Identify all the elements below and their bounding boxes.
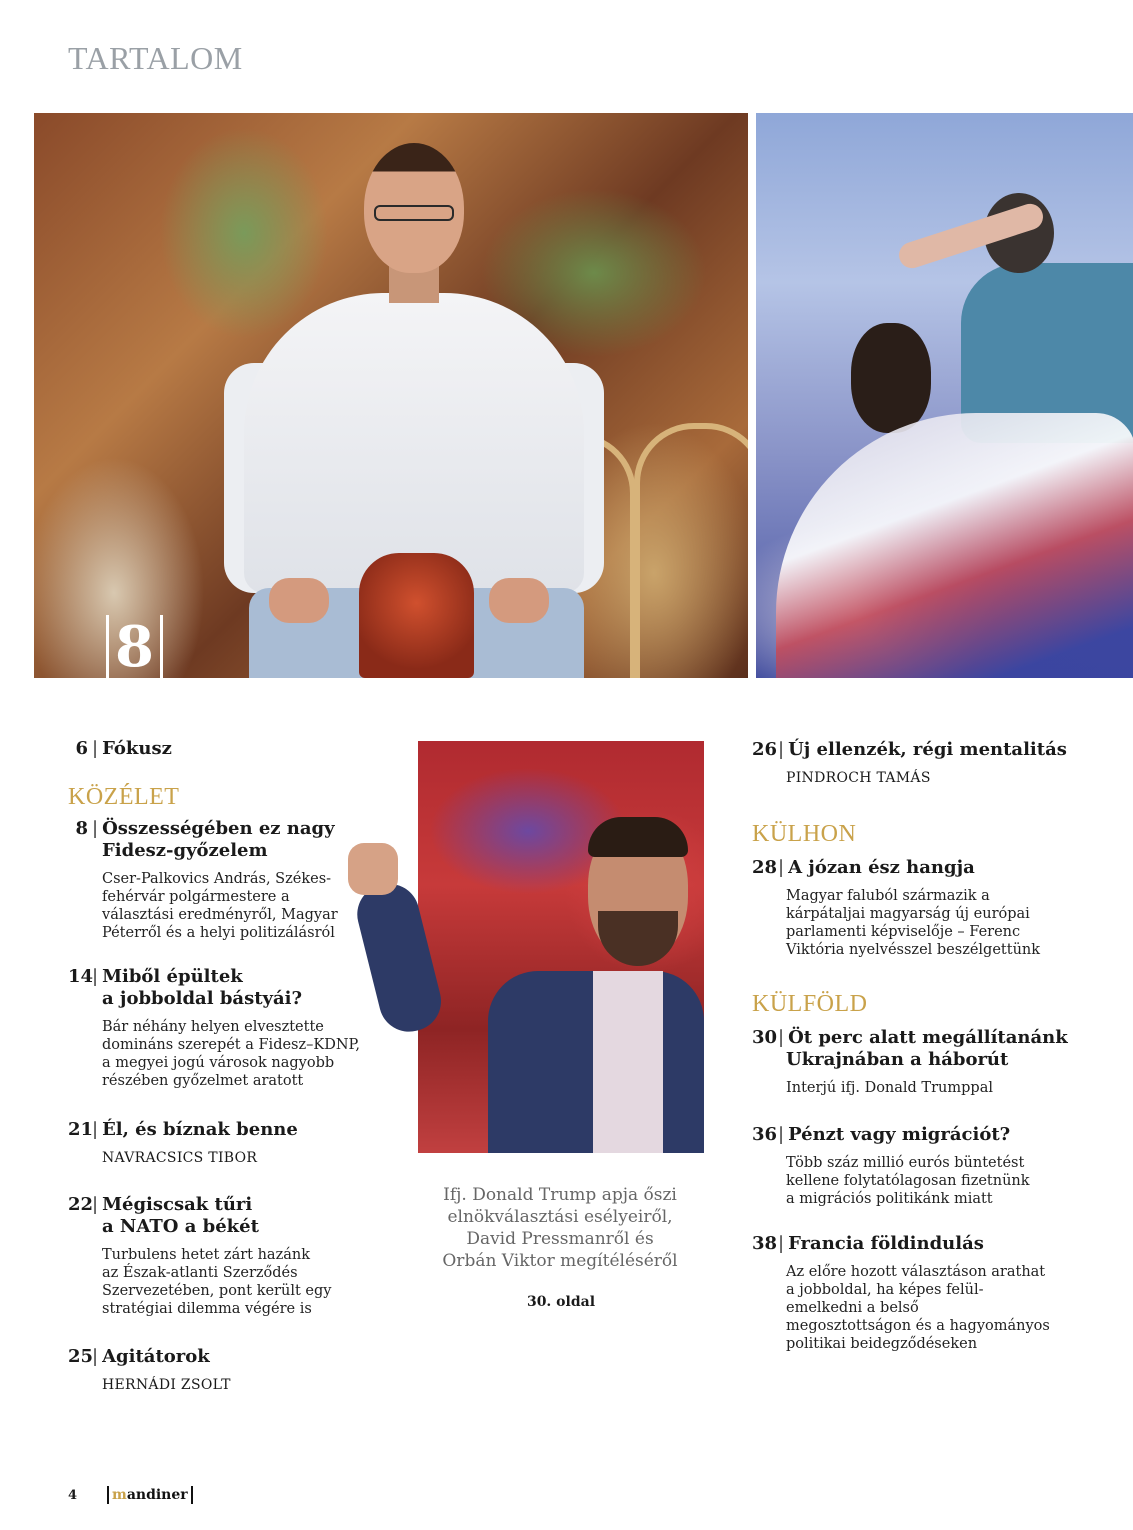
desc-line: Az előre hozott választáson arathat — [786, 1264, 1046, 1280]
entry-page-number: 6 — [75, 738, 88, 759]
desc-line: Cser-Palkovics András, Székes- — [102, 871, 332, 887]
toc-entry-fokusz[interactable] — [68, 738, 172, 760]
caption-line: elnökválasztási esélyeiről, — [447, 1207, 673, 1227]
entry-description — [752, 887, 1092, 959]
entry-page-number: 21 — [68, 1119, 94, 1140]
entry-page-number: 28 — [752, 857, 778, 878]
toc-entry-8[interactable] — [68, 818, 388, 942]
entry-title-line2: a NATO a békét — [102, 1216, 259, 1237]
caption-line: Ifj. Donald Trump apja őszi — [443, 1185, 677, 1205]
separator: | — [92, 818, 99, 839]
entry-title-line2: a jobboldal bástyái? — [102, 988, 303, 1009]
entry-title: Miből épültek — [102, 966, 243, 987]
entry-author: HERNÁDI ZSOLT — [102, 1377, 231, 1393]
desc-line: Viktória nyelvésszel beszélgettünk — [786, 942, 1041, 958]
hero-page-number: 8 — [106, 615, 163, 678]
separator: | — [92, 1119, 99, 1140]
entry-title: Új ellenzék, régi mentalitás — [788, 739, 1067, 760]
toc-entry-26[interactable] — [752, 739, 1092, 787]
desc-line: választási eredményről, Magyar — [102, 907, 338, 923]
mandiner-logo — [107, 1486, 193, 1504]
entry-title: Pénzt vagy migrációt? — [788, 1124, 1011, 1145]
desc-line: Turbulens hetet zárt hazánk — [102, 1247, 310, 1263]
desc-line: a jobboldal, ha képes felül- — [786, 1282, 984, 1298]
feature-caption — [425, 1184, 695, 1272]
person-hand-right — [489, 578, 549, 623]
desc-line: a migrációs politikánk miatt — [786, 1191, 993, 1207]
desc-line: a megyei jogú városok nagyobb — [102, 1055, 335, 1071]
waving-flag — [776, 413, 1133, 678]
desc-line: Több száz millió eurós büntetést — [786, 1155, 1025, 1171]
desc-line: Péterről és a helyi politizálásról — [102, 925, 335, 941]
entry-title: Agitátorok — [102, 1346, 210, 1367]
tapestry-arch — [634, 423, 748, 678]
separator: | — [92, 966, 99, 987]
entry-title: Mégiscsak tűri — [102, 1194, 253, 1215]
section-kulfold: KÜLFÖLD — [752, 991, 868, 1017]
person-glasses — [374, 205, 454, 221]
feature-photo-trump-jr[interactable] — [418, 741, 704, 1153]
separator: | — [92, 1346, 99, 1367]
desc-line: domináns szerepét a Fidesz–KDNP, — [102, 1037, 360, 1053]
entry-page-number: 8 — [75, 818, 88, 839]
separator: | — [778, 1124, 785, 1145]
desc-line: Interjú ifj. Donald Trumppal — [786, 1080, 993, 1096]
entry-title: Fókusz — [102, 738, 172, 759]
entry-description — [68, 870, 388, 942]
desc-line: Bár néhány helyen elvesztette — [102, 1019, 324, 1035]
person-shirt — [244, 293, 584, 593]
entry-page-number: 22 — [68, 1194, 94, 1215]
desc-line: emelkedni a belső — [786, 1300, 919, 1316]
entry-author: NAVRACSICS TIBOR — [102, 1150, 258, 1166]
toc-entry-38[interactable] — [752, 1233, 1112, 1353]
toc-entry-36[interactable] — [752, 1124, 1092, 1208]
caption-line: Orbán Viktor megítéléséről — [442, 1251, 678, 1271]
desc-line: Magyar faluból származik a — [786, 888, 990, 904]
entry-title: Francia földindulás — [788, 1233, 984, 1254]
feature-page-ref[interactable]: 30. oldal — [526, 1294, 596, 1310]
separator: | — [92, 738, 99, 759]
entry-description — [68, 1246, 388, 1318]
desc-line: megosztottságon és a hagyományos — [786, 1318, 1050, 1334]
entry-page-number: 30 — [752, 1027, 778, 1048]
desc-line: fehérvár polgármestere a — [102, 889, 290, 905]
toc-entry-22[interactable] — [68, 1194, 388, 1318]
desc-line: részében győzelmet aratott — [102, 1073, 304, 1089]
section-kulhon: KÜLHON — [752, 821, 857, 847]
logo-m: m — [112, 1487, 127, 1503]
entry-page-number: 36 — [752, 1124, 778, 1145]
entry-author: PINDROCH TAMÁS — [786, 770, 931, 786]
section-kozelet: KÖZÉLET — [68, 784, 180, 810]
toc-entry-30[interactable] — [752, 1027, 1112, 1097]
separator: | — [92, 1194, 99, 1215]
page-title: TARTALOM — [68, 40, 243, 76]
desc-line: parlamenti képviselője – Ferenc — [786, 924, 1021, 940]
person-hand-left — [269, 578, 329, 623]
entry-page-number: 38 — [752, 1233, 778, 1254]
crowd-person-head — [851, 323, 931, 433]
desc-line: stratégiai dilemma végére is — [102, 1301, 312, 1317]
person-hair — [588, 817, 688, 857]
entry-description — [68, 1018, 388, 1090]
folio-page-number: 4 — [68, 1488, 78, 1503]
caption-line: David Pressmanről és — [466, 1229, 654, 1249]
desc-line: az Észak-atlanti Szerződés — [102, 1265, 298, 1281]
separator: | — [778, 1027, 785, 1048]
entry-page-number: 14 — [68, 966, 94, 987]
person-shirt — [593, 971, 663, 1153]
entry-title: A józan ész hangja — [788, 857, 975, 878]
logo-rest: andiner — [126, 1487, 188, 1503]
separator: | — [778, 1233, 785, 1254]
entry-title: Öt perc alatt megállítanánk — [788, 1027, 1068, 1048]
entry-description — [752, 1079, 1112, 1097]
carved-chair — [359, 553, 474, 678]
toc-entry-14[interactable] — [68, 966, 388, 1090]
hero-photo-rally[interactable] — [756, 113, 1133, 678]
toc-entry-28[interactable] — [752, 857, 1092, 959]
separator: | — [778, 857, 785, 878]
toc-entry-25[interactable] — [68, 1346, 388, 1394]
entry-page-number: 25 — [68, 1346, 94, 1367]
person-beard — [598, 911, 678, 966]
toc-entry-21[interactable] — [68, 1119, 388, 1167]
desc-line: kellene folytatólagosan fizetnünk — [786, 1173, 1030, 1189]
entry-page-number: 26 — [752, 739, 778, 760]
desc-line: Szervezetében, pont került egy — [102, 1283, 332, 1299]
entry-title-line2: Fidesz-győzelem — [102, 840, 268, 861]
desc-line: kárpátaljai magyarság új európai — [786, 906, 1030, 922]
entry-title: Összességében ez nagy — [102, 818, 335, 839]
hero-photo-interview[interactable] — [34, 113, 748, 678]
entry-description — [752, 1263, 1112, 1353]
separator: | — [778, 739, 785, 760]
entry-title-line2: Ukrajnában a háborút — [786, 1049, 1009, 1070]
entry-title: Él, és bíznak benne — [102, 1119, 298, 1140]
desc-line: politikai beidegződéseken — [786, 1336, 978, 1352]
entry-description — [752, 1154, 1092, 1208]
raised-fist — [348, 843, 398, 895]
